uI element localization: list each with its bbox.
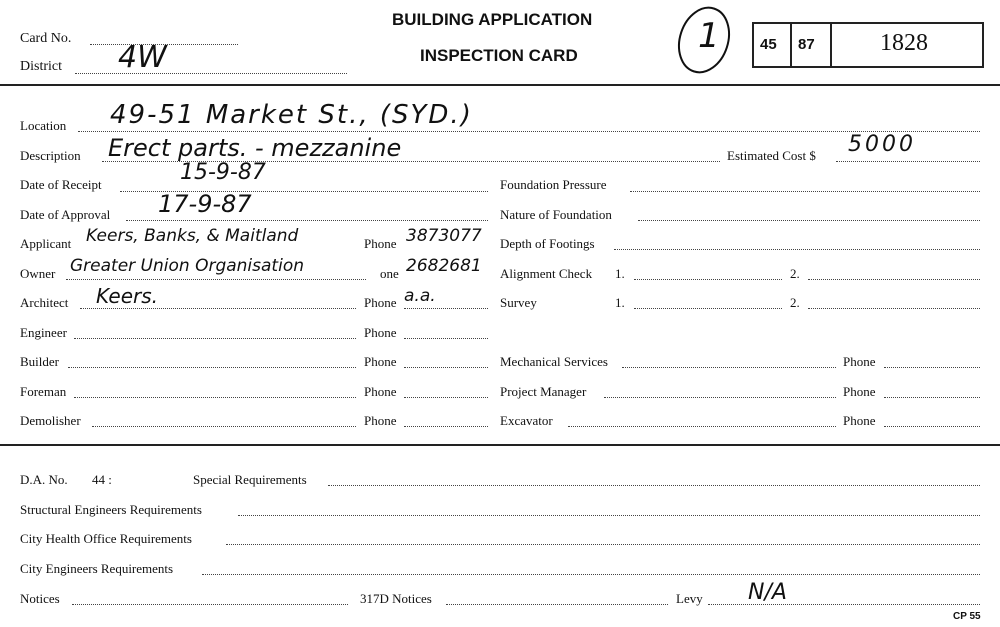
city-health-label: City Health Office Requirements — [20, 531, 192, 546]
architect-phone-line — [404, 308, 488, 309]
nature-of-foundation-line — [638, 220, 980, 221]
applicant-phone-label: Phone — [364, 236, 397, 251]
foundation-pressure-label: Foundation Pressure — [500, 177, 607, 192]
project-manager-label: Project Manager — [500, 384, 587, 399]
applicant-value: Keers, Banks, & Maitland — [86, 226, 299, 246]
builder-line — [68, 367, 356, 368]
mechanical-phone-line — [884, 367, 980, 368]
box-1-value: 45 — [760, 36, 777, 53]
foreman-line — [74, 397, 356, 398]
demolisher-line — [92, 426, 356, 427]
builder-label: Builder — [20, 354, 59, 369]
location-value: 49-51 Market St., (SYD.) — [110, 100, 473, 130]
depth-of-footings-label: Depth of Footings — [500, 236, 595, 251]
architect-line — [80, 308, 356, 309]
da-no-label: D.A. No. — [20, 472, 68, 487]
engineer-label: Engineer — [20, 325, 67, 340]
survey-2: 2. — [790, 295, 800, 310]
foundation-pressure-line — [630, 191, 980, 192]
demolisher-phone-label: Phone — [364, 413, 397, 428]
box-2-value: 87 — [798, 36, 815, 53]
project-manager-phone-label: Phone — [843, 384, 876, 399]
middle-rule — [0, 444, 1000, 446]
owner-phone-label: one — [380, 266, 399, 281]
description-value: Erect parts. - mezzanine — [108, 134, 402, 162]
header-rule — [0, 84, 1000, 86]
box-3-value: 1828 — [880, 30, 928, 56]
depth-of-footings-line — [614, 249, 980, 250]
estimated-cost-line — [836, 161, 980, 162]
special-requirements-line — [328, 485, 980, 486]
owner-value: Greater Union Organisation — [70, 256, 304, 276]
card-no-label: Card No. — [20, 31, 72, 46]
estimated-cost-label: Estimated Cost $ — [727, 148, 816, 163]
date-receipt-label: Date of Receipt — [20, 177, 102, 192]
architect-value: Keers. — [96, 284, 159, 308]
city-engineers-label: City Engineers Requirements — [20, 561, 174, 576]
city-engineers-line — [202, 574, 980, 575]
excavator-label: Excavator — [500, 413, 553, 428]
structural-engineers-label: Structural Engineers Requirements — [20, 502, 202, 517]
circled-number: 1 — [698, 16, 720, 56]
mechanical-services-label: Mechanical Services — [500, 354, 608, 369]
title-line1: BUILDING APPLICATION — [392, 10, 593, 29]
owner-line — [66, 279, 366, 280]
location-label: Location — [20, 118, 67, 133]
box-divider-1 — [790, 22, 792, 68]
city-health-line — [226, 544, 980, 545]
engineer-line — [74, 338, 356, 339]
date-receipt-value: 15-9-87 — [180, 160, 266, 185]
nature-of-foundation-label: Nature of Foundation — [500, 207, 612, 222]
engineer-phone-label: Phone — [364, 325, 397, 340]
district-value: 4W — [118, 40, 167, 75]
notices-label: Notices — [20, 591, 60, 606]
mechanical-services-line — [622, 367, 836, 368]
applicant-phone: 3873077 — [406, 226, 482, 246]
location-line — [78, 131, 980, 132]
project-manager-phone-line — [884, 397, 980, 398]
survey-1: 1. — [615, 295, 625, 310]
applicant-label: Applicant — [20, 236, 72, 251]
demolisher-label: Demolisher — [20, 413, 81, 428]
architect-label: Architect — [20, 295, 69, 310]
alignment-check-2: 2. — [790, 266, 800, 281]
date-approval-label: Date of Approval — [20, 207, 111, 222]
survey-line-2 — [808, 308, 980, 309]
da-no-value: 44 : — [92, 472, 112, 487]
district-line — [75, 73, 347, 74]
survey-label: Survey — [500, 295, 537, 310]
notices-line — [72, 604, 348, 605]
alignment-check-1: 1. — [615, 266, 625, 281]
notices-317d-label: 317D Notices — [360, 591, 432, 606]
title-line2: INSPECTION CARD — [420, 46, 578, 65]
description-label: Description — [20, 148, 81, 163]
architect-phone-label: Phone — [364, 295, 397, 310]
foreman-phone-line — [404, 397, 488, 398]
owner-label: Owner — [20, 266, 56, 281]
mechanical-phone-label: Phone — [843, 354, 876, 369]
box-divider-2 — [830, 22, 832, 68]
alignment-check-line-1 — [634, 279, 782, 280]
levy-label: Levy — [676, 591, 703, 606]
alignment-check-label: Alignment Check — [500, 266, 593, 281]
special-requirements-label: Special Requirements — [193, 472, 307, 487]
levy-value: N/A — [748, 580, 787, 605]
notices-317d-line — [446, 604, 668, 605]
date-approval-value: 17-9-87 — [158, 190, 252, 218]
survey-line-1 — [634, 308, 782, 309]
architect-phone: a.a. — [404, 286, 436, 306]
builder-phone-line — [404, 367, 488, 368]
card-number-box — [752, 22, 984, 68]
builder-phone-label: Phone — [364, 354, 397, 369]
owner-phone: 2682681 — [406, 256, 482, 276]
foreman-label: Foreman — [20, 384, 67, 399]
project-manager-line — [604, 397, 836, 398]
excavator-phone-label: Phone — [843, 413, 876, 428]
alignment-check-line-2 — [808, 279, 980, 280]
engineer-phone-line — [404, 338, 488, 339]
form-code: CP 55 — [953, 611, 981, 622]
district-label: District — [20, 59, 62, 74]
estimated-cost-value: 5000 — [848, 132, 916, 157]
excavator-line — [568, 426, 836, 427]
excavator-phone-line — [884, 426, 980, 427]
date-approval-line — [126, 220, 488, 221]
structural-engineers-line — [238, 515, 980, 516]
demolisher-phone-line — [404, 426, 488, 427]
foreman-phone-label: Phone — [364, 384, 397, 399]
